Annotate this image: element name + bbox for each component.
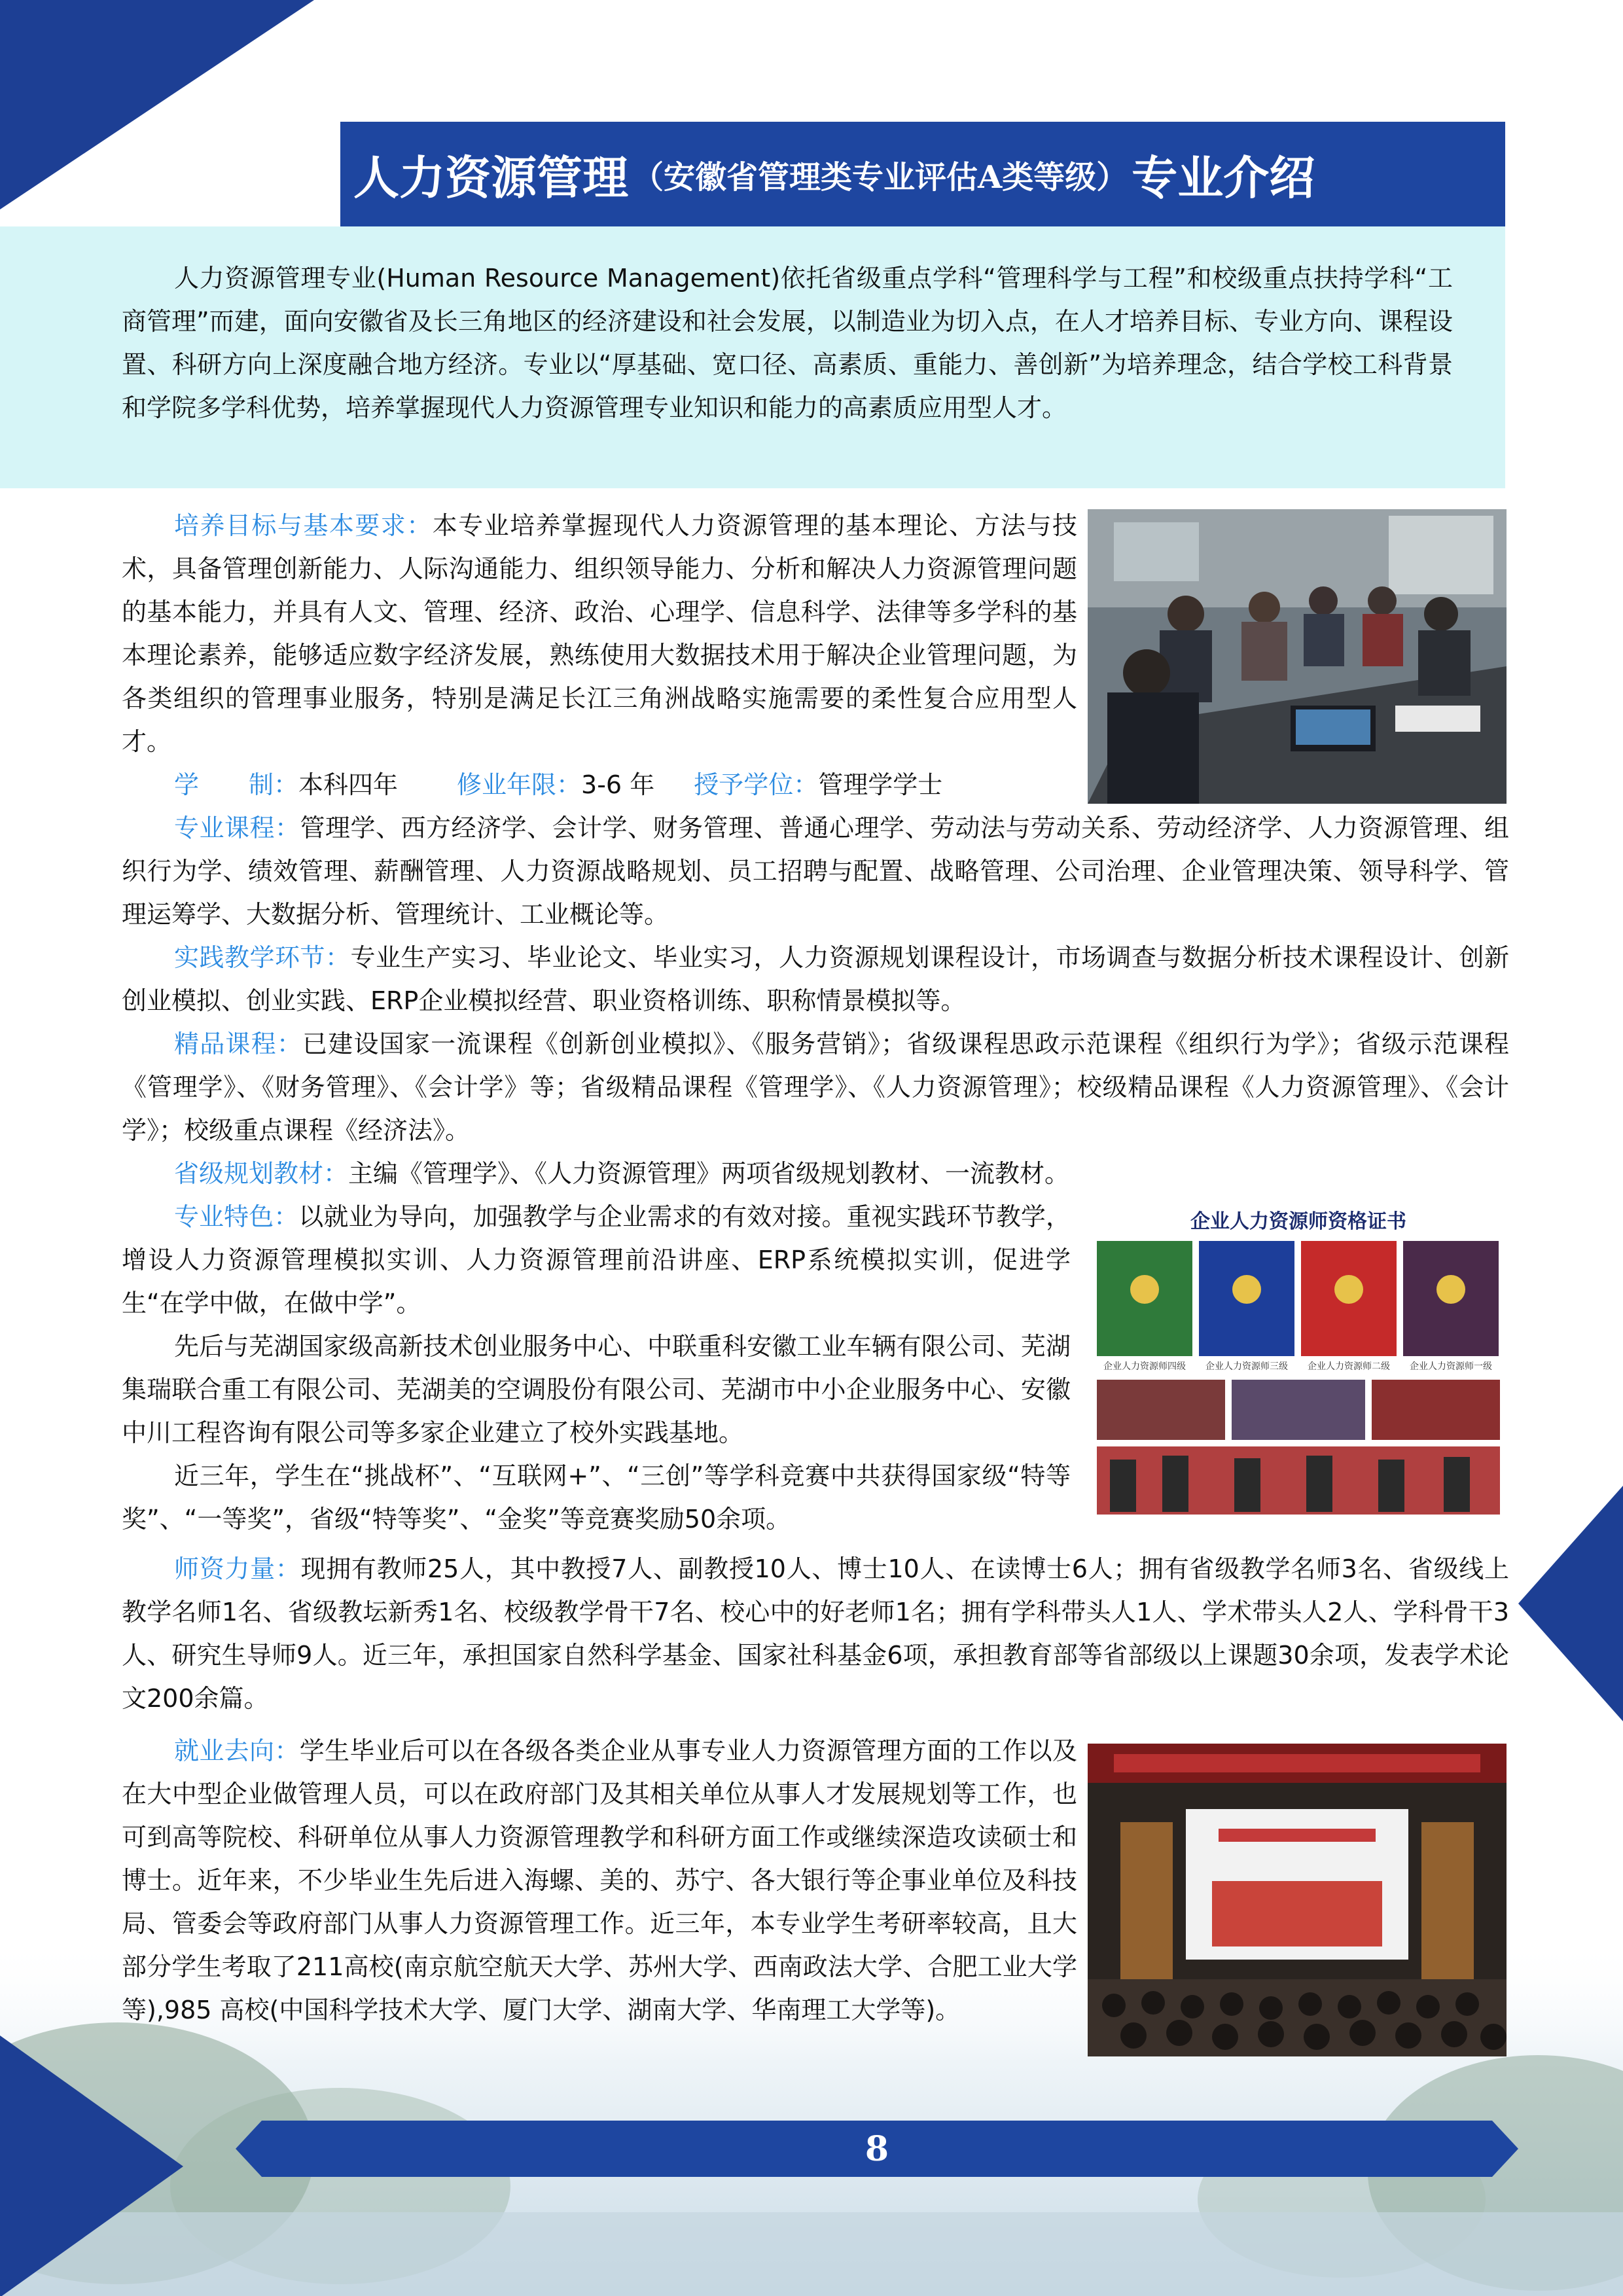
textbooks-label: 省级规划教材： (174, 1159, 349, 1188)
duration-label: 学 制： (174, 770, 299, 799)
quality-courses-label: 精品课程： (174, 1030, 303, 1058)
intro-text: 人力资源管理专业(Human Resource Management)依托省级重点学科“管理科学与工程”和校级重点扶持学科“工商管理”而建，面向安徽省及长三角地区的经济建设和社会发展，以制造业为切入点，在人才培养目标、专业方向、课程设置、科研方向上深度融合地方经济。专业以“厚基础、宽口径、高素质、重能力、善创新”为培养理念，结合学校工科背景和学院多学科优势，培养掌握现代人力资源管理专业知识和能力的高素质应用型人才。 (122, 264, 1453, 422)
certificate-collage (1090, 1204, 1507, 1518)
certificate-caption: 企业人力资源师四级 (1103, 1361, 1186, 1372)
faculty-label: 师资力量： (174, 1554, 301, 1583)
textbooks-text: 主编《管理学》、《人力资源管理》两项省级规划教材、一流教材。 (348, 1159, 1070, 1188)
quality-courses-text: 已建设国家一流课程《创新创业模拟》、《服务营销》；省级课程思政示范课程《组织行为学》；省级示范课程《管理学》、《财务管理》、《会计学》等；省级精品课程《管理学》、《人力资源管理》；校级精品课程《人力资源管理》、《会计学》；校级重点课程《经济法》。 (122, 1030, 1509, 1145)
page-number: 8 (865, 2128, 889, 2169)
bottom-left-triangle (0, 2036, 183, 2296)
goals-text: 本专业培养掌握现代人力资源管理的基本理论、方法与技术，具备管理创新能力、人际沟通能力、组织领导能力、分析和解决人力资源管理问题的基本能力，并具有人文、管理、经济、政治、心理学、信息科学、法律等多学科的基本理论素养，能够适应数字经济发展，熟练使用大数据技术用于解决企业管理问题，为各类组织的管理事业服务，特别是满足长江三角洲战略实施需要的柔性复合应用型人才。 (122, 511, 1077, 756)
title-main-prefix: 人力资源管理 (353, 150, 628, 205)
meeting-photo (1088, 509, 1507, 804)
competition-awards-text: 近三年，学生在“挑战杯”、“互联网+”、“三创”等学科竞赛中共获得国家级“特等奖”、“一等奖”，省级“特等奖”、“金奖”等竞赛奖励50余项。 (122, 1462, 1071, 1534)
intro-section (0, 226, 1505, 488)
courses-text: 管理学、西方经济学、会计学、财务管理、普通心理学、劳动法与劳动关系、劳动经济学、人力资源管理、组织行为学、绩效管理、薪酬管理、人力资源战略规划、员工招聘与配置、战略管理、公司治理、企业管理决策、领导科学、管理运筹学、大数据分析、管理统计、工业概论等。 (122, 814, 1509, 929)
goals-label: 培养目标与基本要求： (174, 511, 433, 540)
top-left-triangle (0, 0, 314, 209)
practice-label: 实践教学环节： (174, 943, 351, 972)
practice-text: 专业生产实习、毕业论文、毕业实习，人力资源规划课程设计，市场调查与数据分析技术课程设计、创新创业模拟、创业实践、ERP企业模拟经营、职业资格训练、职称情景模拟等。 (122, 943, 1509, 1015)
features-section (122, 1195, 1071, 1541)
study-years-value: 3-6 年 (581, 770, 655, 799)
certificate-title: 企业人力资源师资格证书 (1190, 1210, 1406, 1233)
degree-value: 管理学学士 (818, 770, 943, 799)
certificate-caption: 企业人力资源师一级 (1410, 1361, 1492, 1372)
features-label: 专业特色： (174, 1202, 299, 1231)
right-edge-triangle (1518, 1486, 1623, 1721)
title-subtitle: （安徽省管理类专业评估A类等级） (632, 158, 1128, 196)
certificate-caption: 企业人力资源师二级 (1308, 1361, 1390, 1372)
page-title (340, 122, 1505, 226)
faculty-section (122, 1547, 1509, 1720)
lecture-hall-photo (1088, 1744, 1507, 2056)
careers-section (122, 1729, 1077, 2032)
degree-label: 授予学位： (694, 770, 819, 799)
careers-label: 就业去向： (174, 1736, 300, 1765)
features-text: 以就业为导向，加强教学与企业需求的有效对接。重视实践环节教学，增设人力资源管理模拟实训、人力资源管理前沿讲座、ERP系统模拟实训，促进学生“在学中做，在做中学”。 (122, 1202, 1071, 1318)
page-number-bar (262, 2121, 1492, 2177)
program-info (122, 763, 1084, 806)
courses-label: 专业课程： (174, 814, 300, 842)
careers-text: 学生毕业后可以在各级各类企业从事专业人力资源管理方面的工作以及在大中型企业做管理人员，可以在政府部门及其相关单位从事人才发展规划等工作，也可到高等院校、科研单位从事人力资源管理教学和科研方面工作或继续深造攻读硕士和博士。近年来，不少毕业生先后进入海螺、美的、苏宁、各大银行等企事业单位及科技局、管委会等政府部门从事人力资源管理工作。近三年，本专业学生考研率较高，且大部分学生考取了211高校(南京航空航天大学、苏州大学、西南政法大学、合肥工业大学等),985 高校(中国科学技术大学、厦门大学、湖南大学、华南理工大学等)。 (122, 1736, 1077, 2024)
title-main-suffix: 专业介绍 (1132, 150, 1315, 205)
certificate-caption: 企业人力资源师三级 (1205, 1361, 1288, 1372)
goals-section (122, 504, 1077, 763)
courses-practice-section (122, 806, 1509, 1195)
faculty-text: 现拥有教师25人，其中教授7人、副教授10人、博士10人、在读博士6人；拥有省级教学名师3名、省级线上教学名师1名、省级教坛新秀1名、校级教学骨干7名、校心中的好老师1名；拥有学科带头人1人、学术带头人2人、学科骨干3人、研究生导师9人。近三年，承担国家自然科学基金、国家社科基金6项，承担教育部等省部级以上课题30余项，发表学术论文200余篇。 (122, 1554, 1509, 1713)
study-years-label: 修业年限： (457, 770, 582, 799)
duration-value: 本科四年 (298, 770, 399, 799)
practice-bases-text: 先后与芜湖国家级高新技术创业服务中心、中联重科安徽工业车辆有限公司、芜湖集瑞联合重工有限公司、芜湖美的空调股份有限公司、芜湖市中小企业服务中心、安徽中川工程咨询有限公司等多家企业建立了校外实践基地。 (122, 1332, 1071, 1447)
